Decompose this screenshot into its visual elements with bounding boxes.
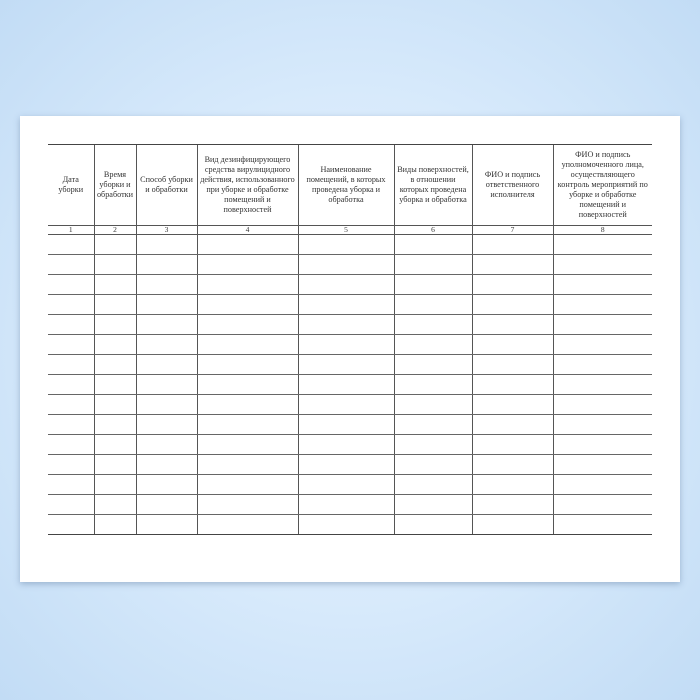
table-row bbox=[48, 255, 652, 275]
table-cell bbox=[94, 415, 136, 435]
table-cell bbox=[394, 275, 472, 295]
journal-sheet bbox=[20, 116, 680, 582]
table-cell bbox=[553, 275, 652, 295]
table-cell bbox=[472, 235, 553, 255]
column-number: 8 bbox=[553, 226, 652, 235]
column-number: 3 bbox=[136, 226, 197, 235]
table-cell bbox=[553, 515, 652, 535]
table-row bbox=[48, 435, 652, 455]
table-cell bbox=[472, 475, 553, 495]
header-rooms: Наименование помещений, в которых проведена уборка и обработка bbox=[298, 145, 394, 226]
table-row bbox=[48, 455, 652, 475]
header-date: Дата уборки bbox=[48, 145, 94, 226]
table-cell bbox=[298, 415, 394, 435]
table-row bbox=[48, 475, 652, 495]
table-cell bbox=[553, 295, 652, 315]
table-row bbox=[48, 335, 652, 355]
table-cell bbox=[472, 295, 553, 315]
table-row bbox=[48, 515, 652, 535]
table-cell bbox=[197, 315, 298, 335]
table-cell bbox=[394, 355, 472, 375]
table-cell bbox=[94, 335, 136, 355]
table-cell bbox=[394, 495, 472, 515]
table-cell bbox=[472, 255, 553, 275]
table-cell bbox=[197, 235, 298, 255]
table-cell bbox=[48, 295, 94, 315]
table-cell bbox=[136, 275, 197, 295]
table-cell bbox=[48, 315, 94, 335]
table-cell bbox=[197, 355, 298, 375]
table-cell bbox=[472, 375, 553, 395]
table-cell bbox=[197, 455, 298, 475]
table-cell bbox=[472, 435, 553, 455]
table-cell bbox=[136, 475, 197, 495]
table-cell bbox=[197, 375, 298, 395]
table-cell bbox=[94, 255, 136, 275]
table-cell bbox=[298, 375, 394, 395]
table-cell bbox=[197, 275, 298, 295]
table-cell bbox=[394, 475, 472, 495]
table-cell bbox=[94, 275, 136, 295]
table-cell bbox=[94, 475, 136, 495]
table-cell bbox=[197, 475, 298, 495]
column-number: 1 bbox=[48, 226, 94, 235]
table-row bbox=[48, 295, 652, 315]
table-cell bbox=[48, 275, 94, 295]
table-cell bbox=[136, 315, 197, 335]
table-cell bbox=[298, 475, 394, 495]
table-cell bbox=[136, 495, 197, 515]
table-row bbox=[48, 355, 652, 375]
table-row bbox=[48, 235, 652, 255]
header-surfaces: Виды поверхностей, в отношении которых проведена уборка и обработка bbox=[394, 145, 472, 226]
table-cell bbox=[394, 315, 472, 335]
table-cell bbox=[472, 315, 553, 335]
table-cell bbox=[394, 375, 472, 395]
header-time: Время уборки и обработки bbox=[94, 145, 136, 226]
header-executor: ФИО и подпись ответственного исполнителя bbox=[472, 145, 553, 226]
table-row bbox=[48, 395, 652, 415]
table-cell bbox=[94, 495, 136, 515]
table-cell bbox=[94, 235, 136, 255]
table-cell bbox=[48, 435, 94, 455]
table-cell bbox=[136, 415, 197, 435]
table-cell bbox=[136, 295, 197, 315]
table-cell bbox=[298, 355, 394, 375]
table-row bbox=[48, 415, 652, 435]
header-row bbox=[48, 145, 652, 226]
table-cell bbox=[94, 395, 136, 415]
table-cell bbox=[48, 455, 94, 475]
table-cell bbox=[94, 315, 136, 335]
table-cell bbox=[298, 395, 394, 415]
table-cell bbox=[298, 515, 394, 535]
table-cell bbox=[48, 395, 94, 415]
table-cell bbox=[472, 275, 553, 295]
table-cell bbox=[472, 415, 553, 435]
column-number: 4 bbox=[197, 226, 298, 235]
table-cell bbox=[553, 335, 652, 355]
table-cell bbox=[553, 495, 652, 515]
table-cell bbox=[94, 435, 136, 455]
table-cell bbox=[553, 415, 652, 435]
table-cell bbox=[94, 455, 136, 475]
table-cell bbox=[394, 515, 472, 535]
table-cell bbox=[553, 475, 652, 495]
table-row bbox=[48, 375, 652, 395]
table-cell bbox=[394, 395, 472, 415]
column-number: 6 bbox=[394, 226, 472, 235]
table-cell bbox=[298, 255, 394, 275]
table-cell bbox=[553, 395, 652, 415]
table-cell bbox=[48, 475, 94, 495]
table-cell bbox=[136, 395, 197, 415]
table-cell bbox=[136, 335, 197, 355]
table-cell bbox=[197, 515, 298, 535]
table-cell bbox=[136, 235, 197, 255]
table-cell bbox=[197, 435, 298, 455]
table-row bbox=[48, 495, 652, 515]
column-number: 2 bbox=[94, 226, 136, 235]
table-cell bbox=[553, 315, 652, 335]
table-cell bbox=[394, 455, 472, 475]
table-row bbox=[48, 315, 652, 335]
table-cell bbox=[197, 335, 298, 355]
header-method: Способ уборки и обработки bbox=[136, 145, 197, 226]
table-cell bbox=[472, 495, 553, 515]
table-cell bbox=[553, 355, 652, 375]
table-cell bbox=[553, 435, 652, 455]
table-cell bbox=[197, 295, 298, 315]
header-controller: ФИО и подпись уполномоченного лица, осуществляющего контроль мероприятий по уборке и обработке помещений и поверхностей bbox=[553, 145, 652, 226]
table-cell bbox=[298, 235, 394, 255]
table-cell bbox=[136, 455, 197, 475]
table-cell bbox=[136, 355, 197, 375]
table-cell bbox=[394, 255, 472, 275]
table-cell bbox=[394, 435, 472, 455]
table-cell bbox=[298, 275, 394, 295]
table-cell bbox=[136, 255, 197, 275]
header-disinfectant: Вид дезинфицирующего средства вирулицидного действия, использованного при уборке и обработке помещений и поверхностей bbox=[197, 145, 298, 226]
table-cell bbox=[136, 515, 197, 535]
table-row bbox=[48, 275, 652, 295]
column-number: 5 bbox=[298, 226, 394, 235]
table-cell bbox=[94, 295, 136, 315]
table-cell bbox=[48, 335, 94, 355]
table-cell bbox=[298, 295, 394, 315]
table-cell bbox=[472, 515, 553, 535]
table-cell bbox=[48, 415, 94, 435]
table-cell bbox=[197, 395, 298, 415]
table-cell bbox=[48, 355, 94, 375]
table-cell bbox=[553, 375, 652, 395]
table-cell bbox=[298, 315, 394, 335]
table-cell bbox=[472, 395, 553, 415]
table-cell bbox=[197, 255, 298, 275]
table-cell bbox=[394, 415, 472, 435]
table-cell bbox=[553, 455, 652, 475]
table-cell bbox=[94, 375, 136, 395]
column-number-row bbox=[48, 226, 652, 235]
table-cell bbox=[48, 375, 94, 395]
table-cell bbox=[94, 515, 136, 535]
cleaning-log-table bbox=[48, 144, 652, 535]
table-cell bbox=[472, 355, 553, 375]
table-cell bbox=[394, 335, 472, 355]
table-cell bbox=[472, 335, 553, 355]
table-cell bbox=[197, 415, 298, 435]
table-cell bbox=[472, 455, 553, 475]
table-cell bbox=[197, 495, 298, 515]
table-cell bbox=[48, 235, 94, 255]
table-cell bbox=[298, 335, 394, 355]
column-number: 7 bbox=[472, 226, 553, 235]
table-cell bbox=[136, 435, 197, 455]
table-cell bbox=[298, 435, 394, 455]
table-cell bbox=[298, 455, 394, 475]
table-cell bbox=[553, 255, 652, 275]
table-cell bbox=[136, 375, 197, 395]
table-cell bbox=[48, 255, 94, 275]
table-cell bbox=[394, 295, 472, 315]
table-cell bbox=[48, 495, 94, 515]
table-cell bbox=[94, 355, 136, 375]
table-cell bbox=[48, 515, 94, 535]
table-cell bbox=[394, 235, 472, 255]
table-cell bbox=[553, 235, 652, 255]
table-body bbox=[48, 235, 652, 535]
table-cell bbox=[298, 495, 394, 515]
